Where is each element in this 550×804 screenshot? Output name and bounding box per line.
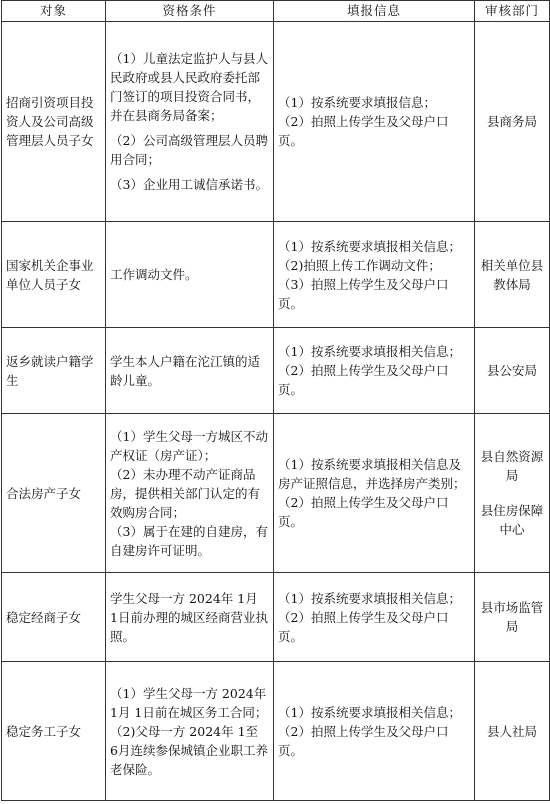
fill-item: （2）拍照上传学生及父母户口页。 bbox=[278, 609, 449, 644]
qualification-cell bbox=[106, 22, 274, 222]
header-dept: 审核部门 bbox=[475, 1, 550, 22]
qualification-item: （1）学生父母一方城区不动产权证（房产证）； bbox=[110, 428, 268, 463]
dept-text: 县商务局 bbox=[486, 114, 537, 129]
target-text: 招商引资项目投资人及公司高级管理层人员子女 bbox=[6, 95, 94, 148]
table-row bbox=[2, 328, 550, 414]
header-row bbox=[2, 1, 550, 22]
eligibility-table bbox=[1, 0, 550, 801]
target-cell bbox=[2, 222, 106, 328]
dept-cell bbox=[475, 222, 550, 328]
target-text: 合法房产子女 bbox=[6, 485, 82, 501]
fill-info-cell bbox=[274, 414, 475, 573]
fill-info-cell bbox=[274, 328, 475, 414]
dept-text: 相关单位县教体局 bbox=[480, 257, 544, 292]
qualification-item: （3）企业用工诚信承诺书。 bbox=[110, 177, 268, 192]
fill-item: （2）拍照上传学生及父母户口页。 bbox=[278, 495, 449, 529]
header-target: 对象 bbox=[2, 1, 106, 22]
table-row bbox=[2, 573, 550, 662]
target-text: 返乡就读户籍学生 bbox=[6, 353, 94, 388]
fill-item: （1）按系统要求填报相关信息； bbox=[278, 704, 461, 720]
fill-item: （1）按系统要求填报相关信息； bbox=[278, 344, 461, 359]
qualification-cell bbox=[106, 573, 274, 662]
dept-cell bbox=[475, 573, 550, 662]
target-cell bbox=[2, 573, 106, 662]
qualification-item: 工作调动文件。 bbox=[110, 267, 198, 282]
dept-text: 县自然资源局 bbox=[480, 449, 544, 483]
fill-info-cell bbox=[274, 662, 475, 801]
header-fill-info: 填报信息 bbox=[274, 1, 475, 22]
target-text: 国家机关企事业单位人员子女 bbox=[6, 257, 94, 292]
qualification-item: （3）属于在建的自建房，有自建房许可证明。 bbox=[110, 523, 268, 558]
fill-info-cell bbox=[274, 22, 475, 222]
fill-info-cell bbox=[274, 573, 475, 662]
fill-item: （1）按系统要求填报相关信息及房产证照信息，并选择房产类别； bbox=[278, 457, 466, 491]
qualification-cell bbox=[106, 662, 274, 801]
fill-info-cell bbox=[274, 222, 475, 328]
dept-cell bbox=[475, 414, 550, 573]
target-text: 稳定务工子女 bbox=[6, 723, 82, 739]
target-cell bbox=[2, 328, 106, 414]
fill-item: （2）拍照上传学生及父母户口页。 bbox=[278, 723, 449, 758]
qualification-item: （2）公司高级管理层人员聘用合同； bbox=[110, 133, 268, 167]
qualification-item: （2)父母一方 2024年 1至 6月连续参保城镇企业职工养老保险。 bbox=[110, 723, 268, 777]
dept-cell bbox=[475, 22, 550, 222]
qualification-cell bbox=[106, 328, 274, 414]
dept-cell bbox=[475, 328, 550, 414]
qualification-item: （1）儿童法定监护人与县人民政府或县人民政府委托部门签订的项目投资合同书，并在县商务局备案； bbox=[110, 51, 268, 123]
fill-item: （1）按系统要求填报相关信息； bbox=[278, 590, 461, 606]
table-row bbox=[2, 662, 550, 801]
target-cell bbox=[2, 414, 106, 573]
dept-text: 县市场监管局 bbox=[480, 600, 544, 634]
fill-item: （2）拍照上传学生及父母户口页。 bbox=[278, 363, 449, 397]
fill-item: （1）按系统要求填报信息； bbox=[278, 95, 436, 110]
fill-item: （1）按系统要求填报相关信息； bbox=[278, 238, 461, 254]
qualification-item: （1）学生父母一方 2024年 1月 1日前在城区务工合同； bbox=[110, 685, 268, 720]
target-text: 稳定经商子女 bbox=[6, 609, 82, 625]
qualification-cell bbox=[106, 222, 274, 328]
header-qualification: 资格条件 bbox=[106, 1, 274, 22]
qualification-cell bbox=[106, 414, 274, 573]
qualification-item: 学生父母一方 2024年 1月 1日前办理的城区经商营业执照。 bbox=[110, 590, 268, 644]
qualification-item: 学生本人户籍在沱江镇的适龄儿童。 bbox=[110, 353, 261, 388]
qualification-item: （2）未办理不动产证商品房，提供相关部门认定的有效购房合同； bbox=[110, 466, 261, 520]
dept-text: 县住房保障中心 bbox=[480, 503, 544, 537]
dept-cell bbox=[475, 662, 550, 801]
fill-item: （3）拍照上传学生及父母户口页。 bbox=[278, 276, 449, 311]
dept-text: 县公安局 bbox=[486, 363, 537, 378]
table-row bbox=[2, 414, 550, 573]
fill-item: （2)拍照上传工作调动文件； bbox=[278, 257, 441, 273]
fill-item: （2）拍照上传学生及父母户口页。 bbox=[278, 114, 449, 148]
table-row bbox=[2, 222, 550, 328]
target-cell bbox=[2, 662, 106, 801]
table-row bbox=[2, 22, 550, 222]
dept-text: 县人社局 bbox=[486, 723, 537, 739]
target-cell bbox=[2, 22, 106, 222]
